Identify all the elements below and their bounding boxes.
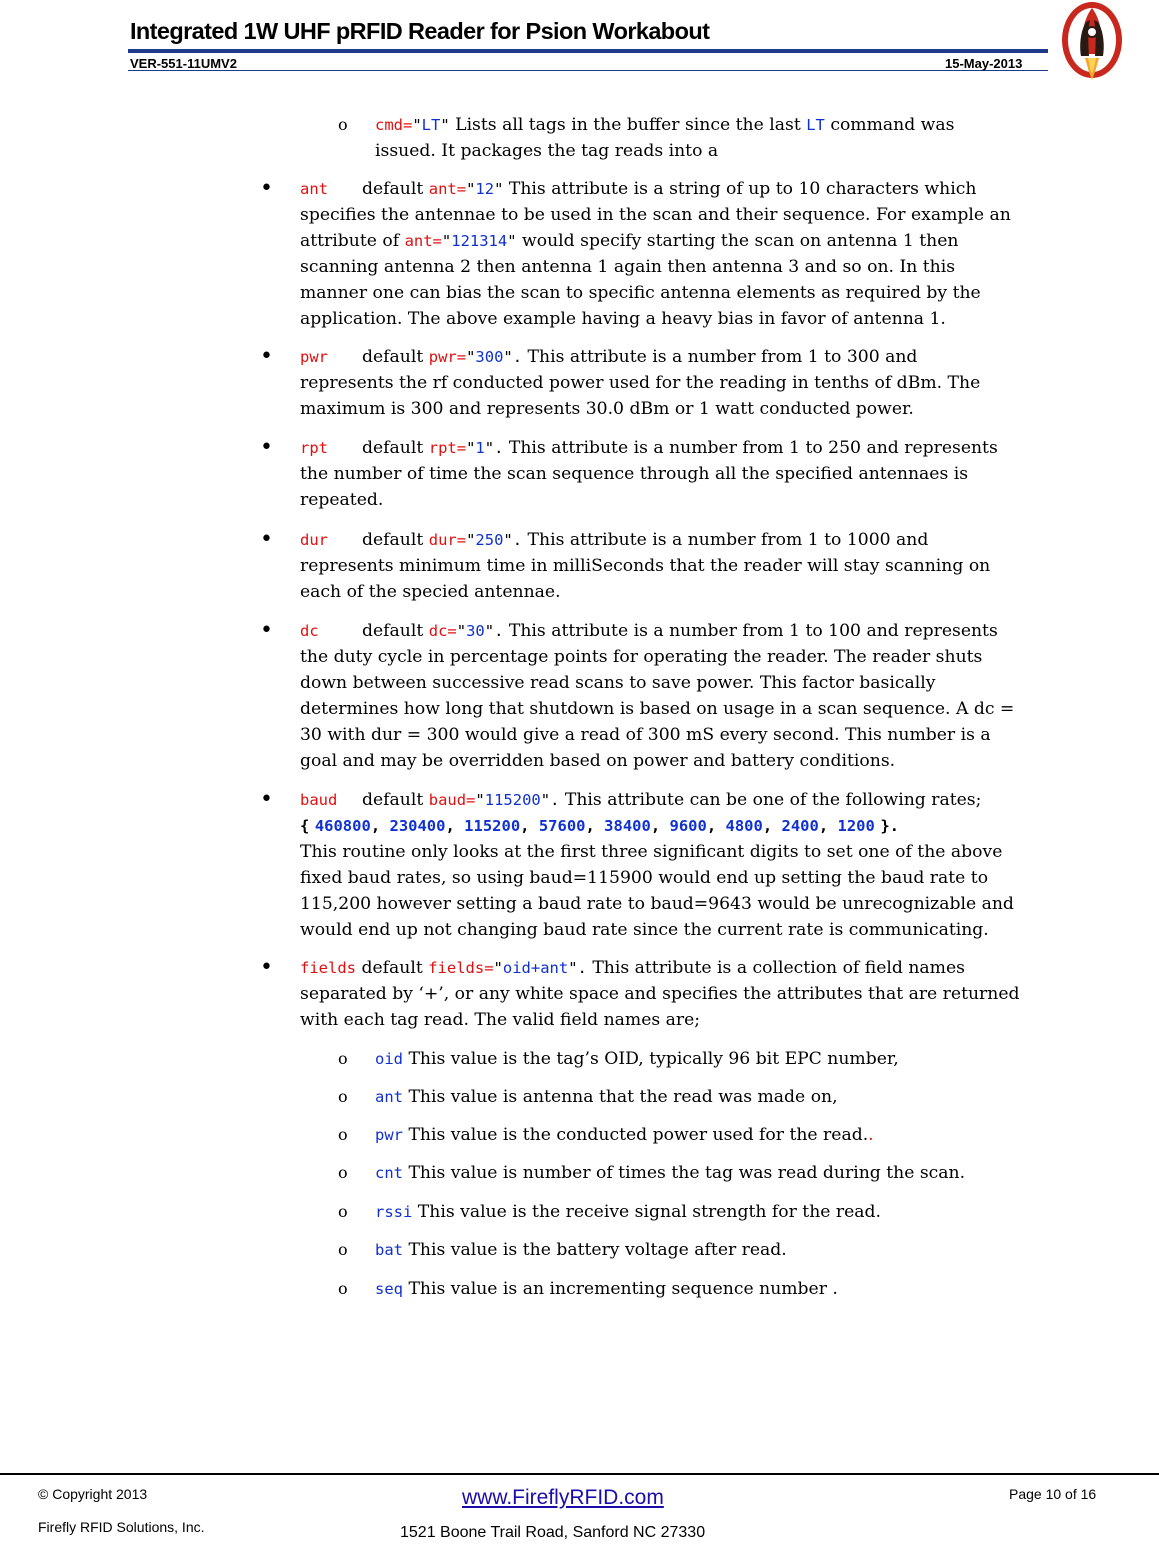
code-separator: , <box>445 817 465 835</box>
dc-line2: the duty cycle in percentage points for operating the reader. The reader shuts <box>300 647 983 667</box>
dur-line3: each of the specied antennae. <box>300 582 561 602</box>
code-quote: " <box>456 622 467 640</box>
paragraph-text: This attribute is a number from 1 to 250 and represents <box>503 438 998 458</box>
field-description: This value is number of times the tag was read during the scan. <box>403 1163 966 1183</box>
sub-bullet-marker: o <box>338 1049 348 1068</box>
code-value: 1 <box>475 439 485 457</box>
code-keyword: rpt= <box>428 439 467 457</box>
dc-line4: determines how long that shutdown is based on usage in a scan sequence. A dc = <box>300 699 1015 719</box>
code-quote: " <box>440 116 450 134</box>
default-label: default <box>362 438 424 458</box>
bullet-marker: • <box>260 176 273 201</box>
code-quote: " <box>441 232 452 250</box>
code-quote: " <box>466 180 476 198</box>
field-description: This value is the receive signal strength for the read. <box>412 1202 882 1222</box>
paragraph-text: attribute of <box>300 231 405 251</box>
code-quote: " <box>466 531 476 549</box>
dc-line5: 30 with dur = 300 would give a read of 300 mS every second. This number is a <box>300 725 991 745</box>
code-keyword: pwr= <box>428 348 467 366</box>
footer-rule <box>0 1473 1159 1475</box>
code-keyword: fields= <box>428 959 494 977</box>
sub-bullet-marker: o <box>338 1125 348 1144</box>
dc-line6: goal and may be overridden based on power and battery conditions. <box>300 751 896 771</box>
code-separator: , <box>706 817 726 835</box>
cmd-lt-line1 <box>375 112 954 138</box>
ant-line2: specifies the antennae to be used in the scan and their sequence. For example an <box>300 205 1011 225</box>
ant-line1 <box>300 176 976 202</box>
field-code: oid <box>375 1050 403 1068</box>
code-value: oid+ant <box>502 959 569 977</box>
baud-rate-value: 9600 <box>669 817 707 835</box>
rpt-line1 <box>300 435 998 461</box>
code-value: 121314 <box>451 232 508 250</box>
baud-rate-value: 57600 <box>538 817 586 835</box>
code-quote: ". <box>484 622 504 640</box>
code-keyword: dur= <box>428 531 467 549</box>
sub-bullet-marker: o <box>338 1279 348 1298</box>
bullet-marker: • <box>260 618 273 643</box>
code-quote: " <box>475 791 485 809</box>
baud-line1 <box>300 787 981 813</box>
field-code: ant <box>375 1088 403 1106</box>
document-title: Integrated 1W UHF pRFID Reader for Psion Workabout <box>130 18 710 44</box>
code-keyword: dc= <box>428 622 457 640</box>
pwr-line2: represents the rf conducted power used for the reading in tenths of dBm. The <box>300 373 981 393</box>
attribute-name: fields <box>300 959 356 977</box>
bullet-marker: • <box>260 787 273 812</box>
rpt-line3: repeated. <box>300 490 384 510</box>
baud-rate-value: 2400 <box>781 817 819 835</box>
field-item-bat <box>375 1237 787 1263</box>
field-code: bat <box>375 1241 403 1259</box>
code-separator: , <box>520 817 539 835</box>
code-quote: " <box>466 439 476 457</box>
field-description: This value is the conducted power used for the read. <box>403 1125 869 1145</box>
baud-rates-line <box>300 813 899 839</box>
default-label: default <box>361 958 423 978</box>
header-rule <box>128 49 1048 53</box>
code-keyword: ant= <box>428 180 467 198</box>
field-item-ant <box>375 1084 838 1110</box>
sub-bullet-marker: o <box>338 1087 348 1106</box>
code-keyword: cmd= <box>375 116 413 134</box>
field-code: rssi <box>375 1203 413 1221</box>
field-description: This value is the tag’s OID, typically 96 bit EPC number, <box>403 1049 899 1069</box>
firefly-rocket-logo-icon <box>1059 0 1125 88</box>
field-item-seq <box>375 1276 838 1302</box>
code-separator: , <box>650 817 670 835</box>
field-description: This value is antenna that the read was made on, <box>403 1087 838 1107</box>
company-address: 1521 Boone Trail Road, Sanford NC 27330 <box>400 1524 706 1541</box>
sub-bullet-marker: o <box>338 115 348 134</box>
default-label: default <box>362 790 424 810</box>
code-separator: , <box>370 817 390 835</box>
field-code: pwr <box>375 1126 403 1144</box>
paragraph-text: This attribute is a collection of field names <box>586 958 965 978</box>
bullet-marker: • <box>260 344 273 369</box>
field-item-pwr <box>375 1122 874 1148</box>
default-label: default <box>362 179 424 199</box>
code-quote: " <box>412 116 422 134</box>
paragraph-text: would specify starting the scan on antenna 1 then <box>516 231 959 251</box>
baud-rate-value: 38400 <box>604 817 651 835</box>
baud-rate-value: 115200 <box>464 817 521 835</box>
field-item-rssi <box>375 1199 881 1225</box>
code-quote: ". <box>484 439 504 457</box>
default-label: default <box>362 530 424 550</box>
page-number: Page 10 of 16 <box>1009 1486 1097 1502</box>
website-link[interactable]: www.FireflyRFID.com <box>462 1486 664 1509</box>
fields-line3: with each tag read. The valid field names are; <box>300 1010 701 1030</box>
attribute-name: dur <box>300 531 328 549</box>
code-value: 12 <box>475 180 495 198</box>
ant-line3 <box>300 228 959 254</box>
sub-bullet-marker: o <box>338 1202 348 1221</box>
fields-line2: separated by ‘+’, or any white space and specifies the attributes that are returned <box>300 984 1020 1004</box>
paragraph-text: This attribute is a number from 1 to 100 and represents <box>503 621 998 641</box>
attribute-name: dc <box>300 622 319 640</box>
bullet-marker: • <box>260 527 273 552</box>
attribute-name: rpt <box>300 439 328 457</box>
code-keyword: ant= <box>404 232 442 250</box>
ant-line4: scanning antenna 2 then antenna 1 again then antenna 3 and so on. In this <box>300 257 956 277</box>
company-name: Firefly RFID Solutions, Inc. <box>38 1519 205 1535</box>
field-item-oid <box>375 1046 899 1072</box>
fields-line1 <box>300 955 965 981</box>
baud-rate-value: 230400 <box>389 817 446 835</box>
bullet-marker: • <box>260 955 273 980</box>
code-quote: ". <box>568 959 587 977</box>
default-label: default <box>362 347 424 367</box>
code-quote: ". <box>503 348 523 366</box>
bullet-marker: • <box>260 435 273 460</box>
default-label: default <box>362 621 424 641</box>
code-brace: }. <box>880 817 899 835</box>
code-value: 30 <box>466 622 485 640</box>
trailing-period: . <box>868 1125 874 1145</box>
code-value: 250 <box>475 531 504 549</box>
document-date: 15-May-2013 <box>945 56 1023 71</box>
paragraph-text: This attribute is a number from 1 to 300 and <box>522 347 918 367</box>
sub-bullet-marker: o <box>338 1240 348 1259</box>
dur-line1 <box>300 527 928 553</box>
document-version: VER-551-11UMV2 <box>130 56 237 71</box>
field-code: cnt <box>375 1164 403 1182</box>
dc-line3: down between successive read scans to save power. This factor basically <box>300 673 936 693</box>
paragraph-text: This attribute can be one of the following rates; <box>559 790 982 810</box>
copyright-text: © Copyright 2013 <box>38 1486 148 1502</box>
code-keyword: baud= <box>428 791 476 809</box>
rpt-line2: the number of time the scan sequence through all the specified antennaes is <box>300 464 969 484</box>
code-quote: " <box>494 180 504 198</box>
paragraph-text: This attribute is a number from 1 to 1000 and <box>522 530 929 550</box>
paragraph-text: This attribute is a string of up to 10 characters which <box>503 179 977 199</box>
code-value: 300 <box>475 348 504 366</box>
paragraph-text: command was <box>824 115 955 135</box>
baud-line4: fixed baud rates, so using baud=115900 would end up setting the baud rate to <box>300 868 989 888</box>
code-value: LT <box>421 116 441 134</box>
field-item-cnt <box>375 1160 965 1186</box>
field-description: This value is the battery voltage after read. <box>403 1240 787 1260</box>
code-quote: ". <box>503 531 523 549</box>
attribute-name: ant <box>300 180 328 198</box>
code-quote: ". <box>540 791 560 809</box>
baud-rate-value: 1200 <box>837 817 875 835</box>
header-rule-thin <box>128 70 1048 71</box>
code-brace: { <box>300 817 310 835</box>
baud-rate-list <box>315 816 875 836</box>
code-quote: " <box>466 348 476 366</box>
dc-line1 <box>300 618 998 644</box>
code-separator: , <box>818 817 838 835</box>
sub-bullet-marker: o <box>338 1163 348 1182</box>
pwr-line1 <box>300 344 917 370</box>
code-separator: , <box>762 817 782 835</box>
attribute-name: pwr <box>300 348 328 366</box>
dur-line2: represents minimum time in milliSeconds that the reader will stay scanning on <box>300 556 991 576</box>
field-code: seq <box>375 1280 403 1298</box>
code-value: 115200 <box>484 791 541 809</box>
baud-rate-value: 460800 <box>314 817 371 835</box>
baud-line6: would end up not changing baud rate since the current rate is communicating. <box>300 920 989 940</box>
ant-line5: manner one can bias the scan to specific antenna elements as required by the <box>300 283 981 303</box>
code-quote: " <box>507 232 517 250</box>
paragraph-text: Lists all tags in the buffer since the last <box>449 115 807 135</box>
ant-line6: application. The above example having a heavy bias in favor of antenna 1. <box>300 309 946 329</box>
pwr-line3: maximum is 300 and represents 30.0 dBm or 1 watt conducted power. <box>300 399 914 419</box>
baud-line5: 115,200 however setting a baud rate to baud=9643 would be unrecognizable and <box>300 894 1014 914</box>
cmd-lt-line2: issued. It packages the tag reads into a <box>375 141 719 161</box>
code-value: LT <box>806 116 825 134</box>
attribute-name: baud <box>300 791 338 809</box>
code-separator: , <box>585 817 605 835</box>
baud-rate-value: 4800 <box>725 817 763 835</box>
code-quote: " <box>493 959 503 977</box>
field-description: This value is an incrementing sequence number . <box>403 1279 838 1299</box>
baud-line3: This routine only looks at the first three significant digits to set one of the above <box>300 842 1003 862</box>
